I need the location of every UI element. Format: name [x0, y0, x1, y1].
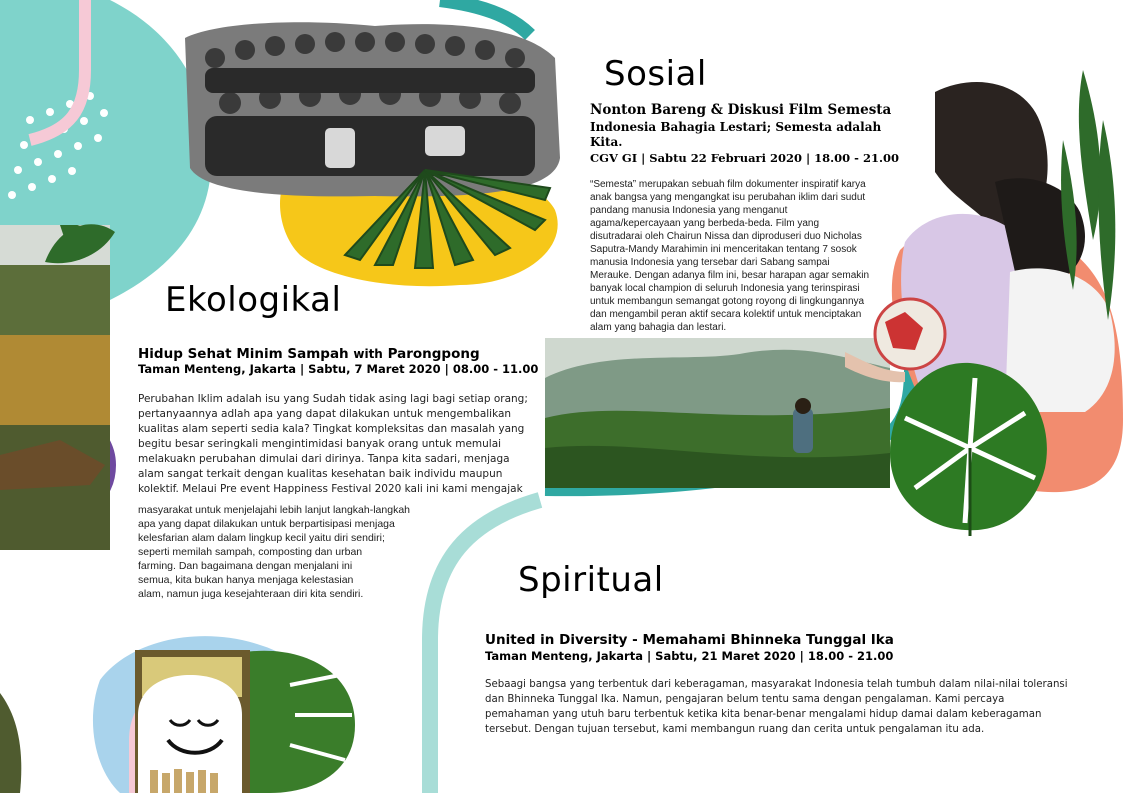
spiritual-event-meta: Taman Menteng, Jakarta | Sabtu, 21 Maret 2020 | 18.00 - 21.00 [485, 649, 894, 663]
smiley-sign-photo [130, 645, 360, 793]
ekologikal-line: begitu besar seringkali mengintimidasi banyak orang untuk memulai [138, 438, 502, 450]
sosial-event-meta: CGV GI | Sabtu 22 Februari 2020 | 18.00 - 21.00 [590, 151, 899, 165]
ekologikal-event-title-partner: Parongpong [387, 346, 480, 362]
ekologikal-line: melakuakn perubahan dimulai dari dirinya. Tanpa kita sadari, menjaga [138, 453, 510, 465]
sosial-line: banyak local champion di seluruh Indonesia yang terinspirasi [590, 283, 860, 294]
spiritual-line: pemahaman yang utuh baru terbentuk ketika kita benar-benar mengalami hidup damai dalam keberagaman [485, 709, 1042, 720]
fern-leaf-decoration [1053, 60, 1123, 340]
ekologikal-line: kualitas alam seperti sedia kala? Tingkat kompleksitas dan masalah yang [138, 423, 525, 435]
spiritual-heading: Spiritual [518, 560, 664, 600]
sosial-heading: Sosial [604, 54, 707, 94]
sosial-line: Saputra-Mandy Marahimin ini menceritakan tentang 7 sosok [590, 244, 857, 255]
sosial-event-title-1: Nonton Bareng & Diskusi Film Semesta [590, 102, 892, 118]
sosial-line: untuk membangun semangat gotong royong di lingkungannya [590, 296, 865, 307]
ekologikal-line: masyarakat untuk menjelajahi lebih lanjut langkah-langkah [138, 504, 411, 516]
monstera-leaf-decoration [885, 358, 1055, 538]
spiritual-line: Sebaagi bangsa yang terbentuk dari keberagaman, masyarakat Indonesia telah tumbuh dalam nilai-nilai toleransi [485, 679, 1068, 690]
sosial-line: agama/kepercayaan yang berbeda-beda. Film yang [590, 218, 820, 229]
ekologikal-event-title [138, 346, 480, 362]
spiritual-line: dan Bhinneka Tunggal Ika. Namun, pengajaran belum tentu sama dengan pengalaman. Kami percaya [485, 694, 1005, 705]
ekologikal-event-title-with: with [353, 347, 383, 361]
sosial-line: Merauke. Dengan adanya film ini, besar harapan agar semakin [590, 270, 870, 281]
spiritual-event-title: United in Diversity - Memahami Bhinneka Tunggal Ika [485, 632, 894, 648]
ekologikal-description-2 [138, 503, 468, 601]
sosial-event-title-2: Indonesia Bahagia Lestari; Semesta adalah [590, 120, 882, 134]
ekologikal-event-title-main: Hidup Sehat Minim Sampah [138, 346, 349, 362]
ekologikal-event-meta: Taman Menteng, Jakarta | Sabtu, 7 Maret 2020 | 08.00 - 11.00 [138, 362, 539, 376]
sosial-line: pandang manusia Indonesia yang menganut [590, 205, 788, 216]
ekologikal-line: Perubahan Iklim adalah isu yang Sudah tidak asing lagi bagi setiap orang; [138, 393, 528, 405]
sosial-line: “Semesta” merupakan sebuah film dokumenter inspiratif karya [590, 179, 866, 190]
ekologikal-line: semua, kita bukan hanya menjaga kelestasian [138, 574, 354, 586]
green-field-photo [545, 338, 890, 488]
sosial-description [590, 178, 890, 334]
ekologikal-description [138, 392, 558, 497]
ekologikal-line: alam, namun juga kesejahteraan diri kita sendiri. [138, 588, 364, 600]
ekologikal-line: farming. Dan bagaimana dengan menjalani ini [138, 560, 353, 572]
sosial-event-title-3: Kita. [590, 135, 623, 149]
ekologikal-line: pertanyaannya adlah apa yang dapat dilakukan untuk mengembalikan [138, 408, 512, 420]
ekologikal-line: kolektif. Melaui Pre event Happiness Festival 2020 kali ini kami mengajak [138, 483, 523, 495]
ekologikal-line: alam sangat terkait dengan kualitas kesehatan baik individu maupun [138, 468, 503, 480]
leaf-decoration-left [40, 212, 120, 272]
corner-photo-bottom-left [0, 693, 30, 793]
spiritual-line: tersebut. Dengan tujuan tersebut, kami membangun ruang dan cerita untuk pengalaman itu ada. [485, 724, 985, 735]
sosial-line: dan mengambil peran aktif secara kolektif untuk menciptakan [590, 309, 862, 320]
sosial-line: anak bangsa yang mengangkat isu perubahan iklim dari sudut [590, 192, 866, 203]
sosial-line: alam yang bahagia dan lestari. [590, 322, 727, 333]
ekologikal-line: apa yang dapat dilakukan untuk berpartisipasi menjaga [138, 518, 395, 530]
ekologikal-line: seperti memilah sampah, composting dan urban [138, 546, 363, 558]
rice-field-photo [0, 225, 110, 550]
ekologikal-line: kelesfarian alam dalam lingkup kecil yaitu diri sendiri; [138, 532, 385, 544]
spiritual-description [485, 677, 1105, 737]
sosial-line: disutradarai oleh Chairun Nissa dan diproduseri duo Nicholas [590, 231, 862, 242]
ekologikal-heading: Ekologikal [165, 280, 342, 320]
sosial-line: manusia Indonesia yang tersebar dari Sabang sampai [590, 257, 830, 268]
palm-leaf-decoration [305, 160, 565, 270]
